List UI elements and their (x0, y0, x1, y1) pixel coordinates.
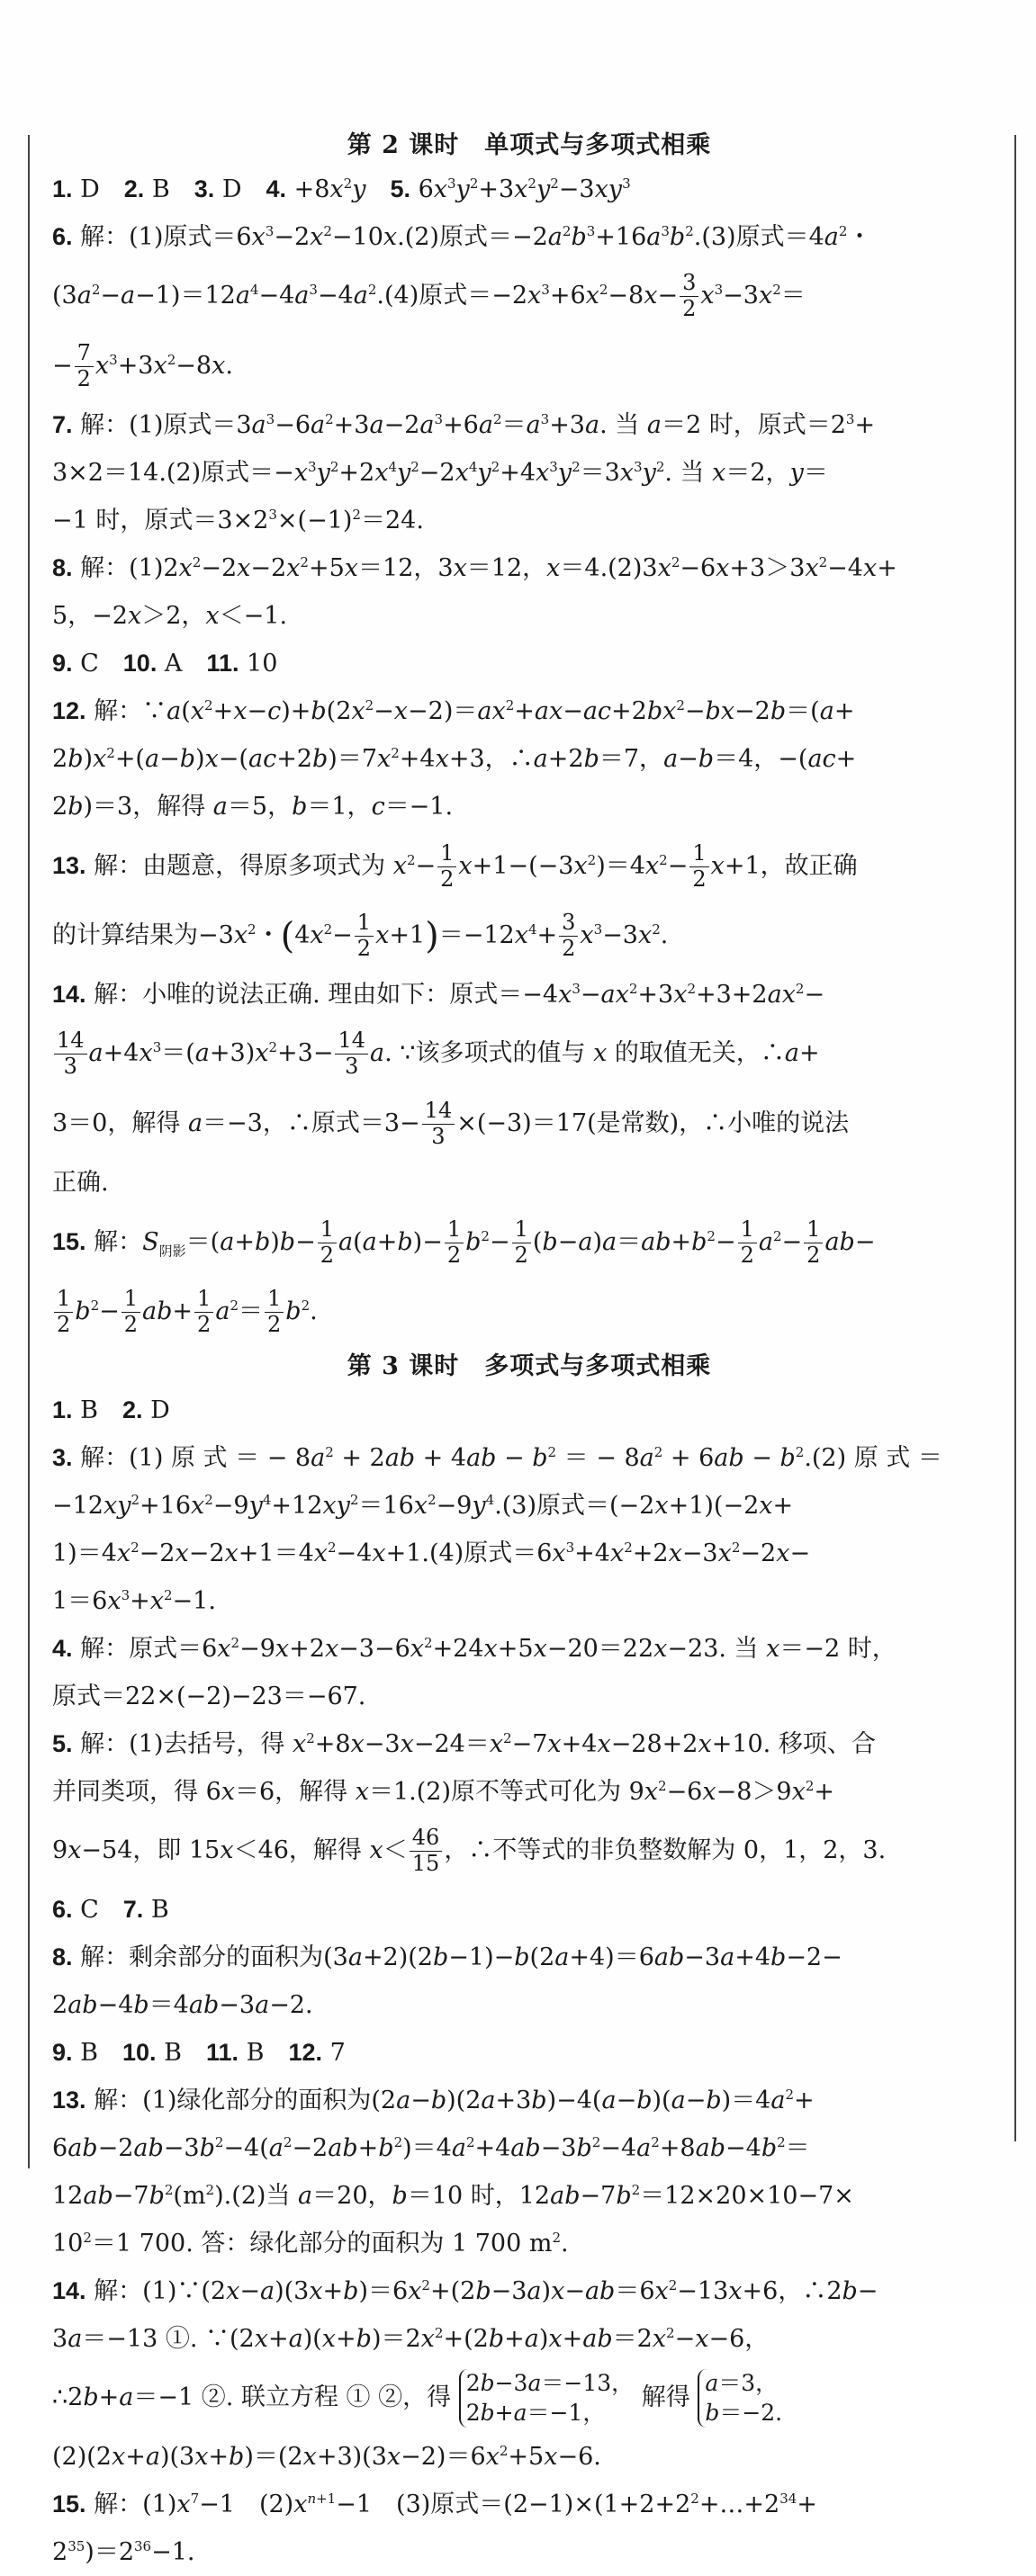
answer-s2-q14-line2: 3a＝−13 ①. $\because(2x+a)(x+b)=2x^2+(2b+a)x+ab=2x^2-x-6$， (52, 2325, 770, 2353)
answer-q12-line3: 2b)＝3，解得 a＝5，b＝1，c＝−1. (52, 793, 454, 821)
answer-q8-line2: 5，−2x＞2，x＜−1. (52, 602, 288, 630)
right-border-line (1014, 135, 1016, 2141)
answer-s2-q4-line1: 4. 解：原式$=6x^2-9x+2x-3-6x^2+24x+5x-20=22x-23$. 当 x＝−2 时， (52, 1635, 896, 1663)
answer-q12-line2: $2b)x^2+(a-b)x-(ac+2b)=7x^2+4x+3$，∴a+2b＝7，a−b＝4，−(ac+ (52, 745, 857, 773)
answer-s2-q14-line3: ∴2b+a＝−1 ②. 联立方程 ① ②，得 2b−3a＝−13， 2b+a＝−1， 解得 a＝3， b＝−2. (52, 2363, 1006, 2433)
answer-s2-q15-line1: 15. 解：$(1)x^7-1$ $(2)x^{n+1}-1$ (3)原式$=(2-1)\times(1+2+2^2+\dots+2^{34}+$ (52, 2491, 817, 2518)
answer-s2-q13-line3: $12ab-7b^2(m^2).(2)$当 a＝20，b＝10 时，$12ab-7b^2=12\times 20\times 10-7\times$ (52, 2182, 854, 2210)
answers-q1-q5: 1. D 2. B 3. D 4. $+8x^2y$ 5. $6x^3y^2+3x^2y^2-3xy^3$ (52, 175, 631, 203)
section-title-lesson-2: 第 2 课时 单项式与多项式相乘 (347, 131, 712, 159)
answer-s2-q15-line2: $2^{35})=2^{36}-1$. (52, 2538, 195, 2566)
answers-s2-q9-q12: 9. B 10. B 11. B 12. 7 (52, 2039, 346, 2067)
answer-s2-q8-line1: 8. 解：剩余部分的面积为(3a+2)(2b−1)−b(2a+4)＝6ab−3a+4b−2− (52, 1943, 842, 1971)
answer-q8-line1: 8. 解：$(1)2x^2-2x-2x^2+5x=12$，3x＝12，$x=4.(2)3x^2-6x+3>3x^2-4x+$ (52, 554, 897, 582)
answer-s2-q13-line2: $6ab-2ab-3b^2-4(a^2-2ab+b^2)=4a^2+4ab-3b^2-4a^2+8ab-4b^2=$ (52, 2134, 810, 2162)
answer-q7-line1: 7. 解：(1)原式$=3a^3-6a^2+3a-2a^3+6a^2=a^3+3a$. 当 a＝2 时，原式$=2^3+$ (52, 411, 876, 439)
answer-s2-q13-line4: $10^2=1$ 700. 答：绿化部分的面积为 1 700 $m^2$. (52, 2230, 569, 2257)
left-border-line (28, 135, 30, 2168)
answer-q13-line1: 13. 解：由题意，得原多项式为 $x^2-$ $\frac{1}{2}$ $x+1-(-3x^2)=4x^2-$ $\frac{1}{2}$ x+1，故正确 (52, 840, 858, 892)
answer-q14-line3: 3＝0，解得 a＝−3，∴原式＝3− $\frac{14}{3}$ ×(−3)＝17(是常数)，∴小唯的说法 (52, 1098, 850, 1149)
answer-s2-q13-line1: 13. 解：(1)绿化部分的面积为$(2a-b)(2a+3b)-4(a-b)(a-b)=4a^2+$ (52, 2087, 815, 2114)
answer-q13-line2: 的计算结果为$-3x^2$・($4x^2-$ $\frac{1}{2}$ $x+1)=-12x^4+$ $\frac{3}{2}$ $x^3-3x^2$. (52, 910, 669, 961)
answer-s2-q3-line3: $1)=4x^2-2x-2x+1=4x^2-4x+1.(4)$原式$=6x^3+4x^2+2x-3x^2-2x-$ (52, 1539, 811, 1567)
answer-content (52, 126, 1006, 2576)
answer-q12-line1: 12. 解：$\because a(x^2+x-c)+b(2x^2-x-2)=ax^2+ax-ac+2bx^2-bx-2b=(a+$ (52, 697, 855, 725)
answers-s2-q1-q2: 1. B 2. D (52, 1396, 170, 1424)
answer-s2-q3-line4: $1=6x^3+x^2-1$. (52, 1587, 216, 1615)
answer-s2-q5-line3: 9x−54，即 15x＜46，解得 x＜ $\frac{46}{15}$ ，∴不等式的非负整数解为 0，1，2，3. (52, 1825, 887, 1876)
answers-q9-q11: 9. C 10. A 11. 10 (52, 650, 278, 678)
answer-q7-line2: 3×2＝14.(2)原式$=-x^3y^2+2x^4y^2-2x^4y^2+4x^3y^2=3x^3y^2$. 当 x＝2，y＝ (52, 459, 828, 487)
answer-q14-line4: 正确. (52, 1169, 109, 1197)
answer-q15-line1: 15. 解：$S_{阴影}=(a+b)b-$ $\frac{1}{2}$ a(a+b)− $\frac{1}{2}$ $b^2-$ $\frac{1}{2}$ $(b-a)a=ab+b^2-$ $\frac{1}{2}$ $a^2-$ $\frac{1}{2}$ ab− (52, 1216, 876, 1268)
answer-q14-line1: 14. 解：小唯的说法正确. 理由如下：原式$=-4x^3-ax^2+3x^2+3+2ax^2-$ (52, 981, 825, 1009)
answer-q6-line2: $(3a^2-a-1)=12a^4-4a^3-4a^2.(4)$原式$=-2x^3+6x^2-8x-$ $\frac{3}{2}$ $x^3-3x^2=$ (52, 270, 806, 321)
answer-s2-q3-line1: 3. 解：(1) 原 式 ＝ − $8a^2 + 2ab + 4ab - b^2$ ＝ − $8a^2 + 6ab - b^2.(2)$ 原 式 ＝ (52, 1444, 942, 1472)
answer-q15-line2: $\frac{1}{2}$ $b^2-$ $\frac{1}{2}$ ab+ $\frac{1}{2}$ $a^2=$ $\frac{1}{2}$ $b^2$. (52, 1277, 1006, 1347)
answer-s2-q14-line4: $(2)(2x+a)(3x+b)=(2x+3)(3x-2)=6x^2+5x-6$. (52, 2443, 601, 2471)
answer-q14-line2: $\frac{14}{3}$ $a+4x^3=(a+3)x^2+3-$ $\frac{14}{3}$ a. ∵该多项式的值与 x 的取值无关，∴a+ (52, 1019, 1006, 1089)
answer-s2-q14-line1: 14. 解：$(1)\because(2x-a)(3x+b)=6x^2+(2b-3a)x-ab=6x^2-13x+6$，∴2b− (52, 2277, 878, 2305)
section-title-lesson-3: 第 3 课时 多项式与多项式相乘 (347, 1352, 712, 1380)
answer-s2-q8-line2: 2ab−4b＝4ab−3a−2. (52, 1991, 313, 2019)
answer-s2-q5-line1: 5. 解：(1)去括号，得 $x^2+8x-3x-24=x^2-7x+4x-28+2x+10$. 移项、合 (52, 1730, 876, 1758)
answer-q7-line3: −1 时，原式$=3\times 2^3\times(-1)^2=24$. (52, 507, 424, 534)
answer-s2-q5-line2: 并同类项，得 6x＝6，解得 x＝1.(2)原不等式可化为 $9x^2-6x-8>9x^2+$ (52, 1778, 834, 1806)
answers-s2-q6-q7: 6. C 7. B (52, 1896, 169, 1924)
answer-s2-q3-line2: $-12xy^2+16x^2-9y^4+12xy^2=16x^2-9y^4.(3)$原式＝(−2x+1)(−2x+ (52, 1492, 794, 1520)
answer-q6-line3: − $\frac{7}{2}$ $x^3+3x^2-8x$. (52, 340, 233, 391)
answer-s2-q4-line2: 原式＝22×(−2)−23＝−67. (52, 1683, 366, 1710)
answer-q6-line1: 6. 解：(1)原式$=6x^3-2x^2-10x.(2)$原式$=-2a^2b^3+16a^3b^2.(3)$原式$=4a^2$・ (52, 223, 872, 251)
